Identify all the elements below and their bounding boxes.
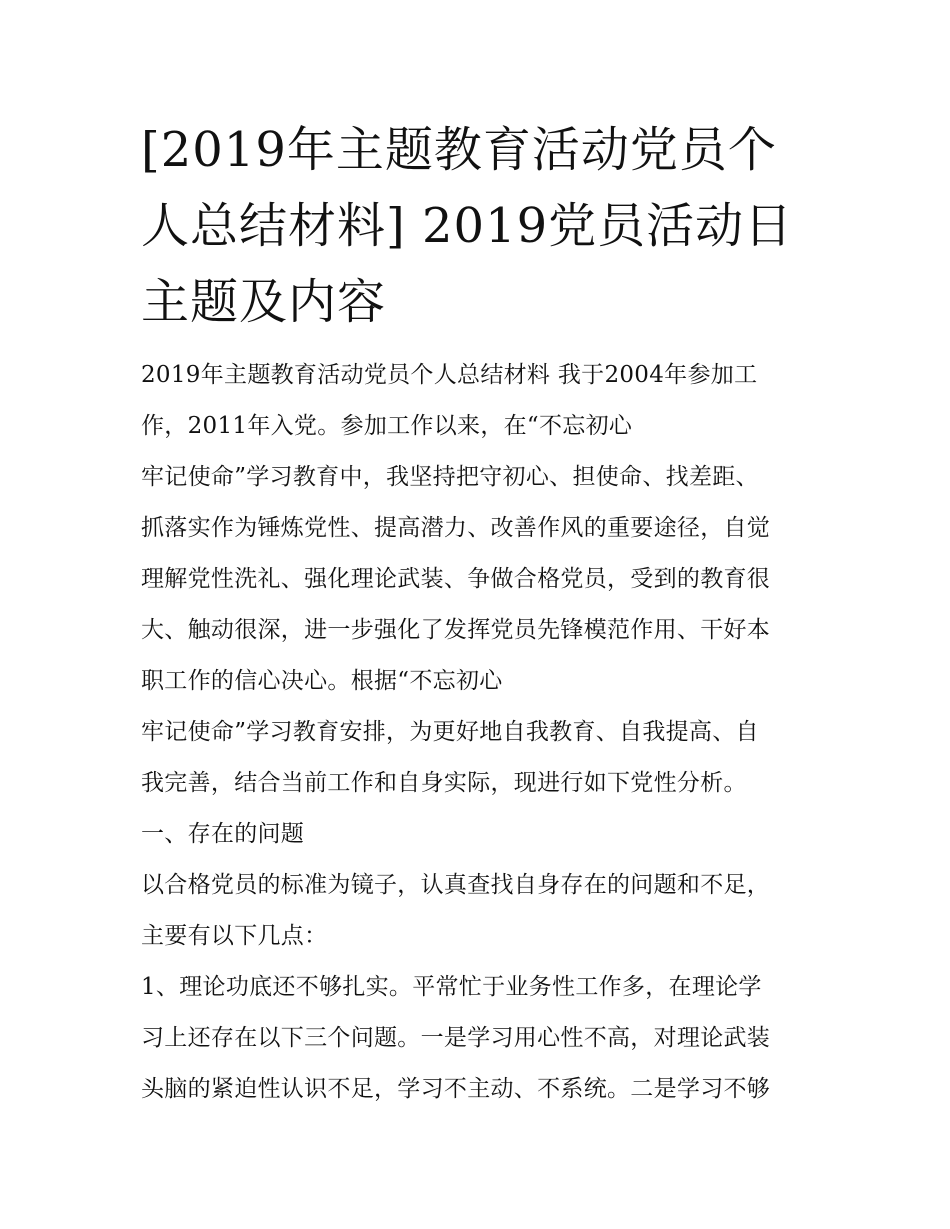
body-line: 牢记使命”学习教育安排，为更好地自我教育、自我提高、自 (141, 719, 759, 745)
document-body (141, 350, 821, 1115)
body-line: 理解党性洗礼、强化理论武装、争做合格党员，受到的教育很 (141, 566, 771, 592)
body-line: 以合格党员的标准为镜子，认真查找自身存在的问题和不足， (141, 872, 771, 898)
body-line: 习上还存在以下三个问题。一是学习用心性不高，对理论武装 (141, 1025, 771, 1051)
body-line: 1、理论功底还不够扎实。平常忙于业务性工作多，在理论学 (141, 974, 762, 1000)
body-line: 抓落实作为锤炼党性、提高潜力、改善作风的重要途径，自觉 (141, 515, 771, 541)
body-line: 主要有以下几点： (141, 923, 328, 949)
document-title: [2019年主题教育活动党员个人总结材料] 2019党员活动日主题及内容 (141, 122, 794, 330)
document-page (141, 112, 821, 1115)
body-line: 我完善，结合当前工作和自身实际，现进行如下党性分析。 (141, 770, 747, 796)
body-line: 头脑的紧迫性认识不足，学习不主动、不系统。二是学习不够 (141, 1076, 771, 1102)
body-line: 大、触动很深，进一步强化了发挥党员先锋模范作用、干好本 (141, 617, 771, 643)
body-line: 职工作的信心决心。根据“不忘初心 (141, 668, 503, 694)
body-line: 牢记使命”学习教育中，我坚持把守初心、担使命、找差距、 (141, 464, 759, 490)
section-heading: 一、存在的问题 (141, 821, 305, 847)
body-line: 作，2011年入党。参加工作以来，在“不忘初心 (141, 413, 633, 439)
body-line: 2019年主题教育活动党员个人总结材料 我于2004年参加工 (141, 362, 758, 388)
